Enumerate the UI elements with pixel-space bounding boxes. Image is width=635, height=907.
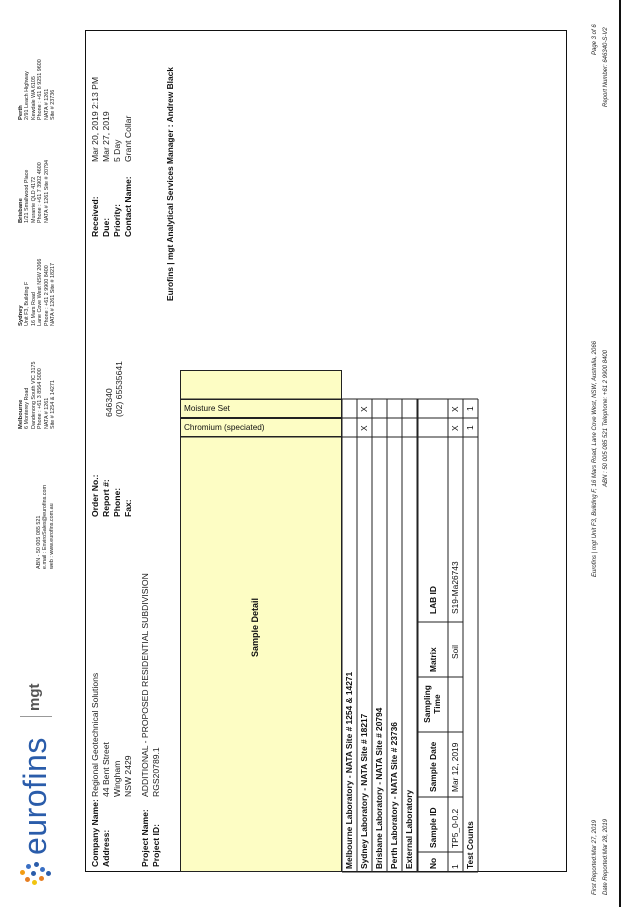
lab-line: Site # 1254 & 14271 <box>50 380 57 429</box>
lab-line: NATA # 1261 <box>43 397 50 429</box>
lab-name: Perth <box>18 105 24 120</box>
report-no-label: Report #: <box>101 479 111 517</box>
logo-divider <box>20 716 52 717</box>
phone-label: Phone: <box>112 487 122 517</box>
lab-row-label: External Laboratory <box>404 789 414 869</box>
cell-sample-id: TP5_0-0.2 <box>450 808 460 848</box>
lab-row-label: Sydney Laboratory - NATA Site # 18217 <box>359 713 369 869</box>
lab-line: NATA # 1261 <box>43 88 50 120</box>
fax-label: Fax: <box>123 499 133 517</box>
web-text: web : www.eurofins.com.au <box>48 503 55 569</box>
lab-brisbane <box>18 113 50 223</box>
lab-name: Brisbane <box>18 198 24 223</box>
phone-value: (02) 65535641 <box>114 361 124 417</box>
report-no-value: 646340 <box>104 388 114 417</box>
column-header-row <box>418 437 448 872</box>
analytical-manager: Eurofins | mgt Analytical Services Manager : Andrew Black <box>165 67 175 301</box>
test-counts-row <box>463 437 478 872</box>
page-number: Page 3 of 6 <box>592 24 598 55</box>
sample-detail-title: Sample Detail <box>250 597 260 657</box>
address-line-2: Wingham <box>112 760 122 797</box>
col-sample-id: Sample ID <box>428 807 438 848</box>
logo-wordmark: eurofins <box>17 737 53 855</box>
footer-address: Eurofins | mgt Unit F3, Building F, 16 Mars Road, Lane Cove West, NSW, Australia, 2066 <box>592 341 598 577</box>
lab-line: Phone : +61 3 8564 5000 <box>37 368 44 429</box>
lab-line: 6 Monterey Road <box>24 387 31 429</box>
company-contact <box>36 449 55 569</box>
lab-sydney <box>18 216 56 326</box>
lab-line: NATA # 1261 Site # 18217 <box>50 262 57 326</box>
company-label: Company Name: <box>90 799 100 867</box>
contact-label: Contact Name: <box>123 176 133 237</box>
lab-line: 1/21 Smallwood Place <box>24 169 31 223</box>
cell-lab-id: S19-Ma26743 <box>450 561 460 614</box>
lab-line: Kewdale WA 6105 <box>30 76 37 120</box>
email-text: e.mail : EnviroSales@eurofins.com <box>42 485 49 569</box>
cell-matrix: Soil <box>450 645 460 659</box>
sample-mark: X <box>450 406 460 412</box>
logo-mgt: mgt <box>26 683 43 711</box>
lab-row-label: Perth Laboratory - NATA Site # 23736 <box>389 722 399 869</box>
lab-line: Unit F3, Building F <box>24 281 31 326</box>
project-name-label: Project Name: <box>140 809 150 867</box>
lab-line: NATA # 1261 Site # 20794 <box>43 159 50 223</box>
lab-perth <box>18 20 56 120</box>
lab-line: Murarrie QLD 4172 <box>30 176 37 223</box>
lab-name: Sydney <box>18 305 24 326</box>
test-count-value: 1 <box>465 406 475 411</box>
sample-detail-header <box>180 370 342 872</box>
address-line-1: 44 Bent Street <box>101 742 111 797</box>
lab-row-label: Brisbane Laboratory - NATA Site # 20794 <box>374 707 384 869</box>
date-reported: Date Reported:Mar 28, 2019 <box>603 818 609 895</box>
footer-abn-phone: ABN : 50 005 085 521 Telephone: +61 2 9900 8400 <box>603 349 609 487</box>
analysis-label-moisture: Moisture Set <box>184 404 230 413</box>
lab-line: 2/91 Leach Highway <box>24 71 31 120</box>
cell-no: 1 <box>450 864 460 869</box>
lab-name: Melbourne <box>18 399 24 429</box>
abn-text: ABN - 50 005 085 521 <box>36 515 42 569</box>
lab-row-label: Melbourne Laboratory - NATA Site # 1254 & 14271 <box>344 671 354 869</box>
project-name-value: ADDITIONAL - PROPOSED RESIDENTIAL SUBDIVISION <box>140 573 150 797</box>
col-sampling-time: Sampling Time <box>422 685 443 723</box>
lab-line: 16 Mars Road <box>30 292 37 326</box>
lab-line: Phone : +61 2 9900 8400 <box>43 265 50 326</box>
priority-value: 5 Day <box>112 139 122 162</box>
project-id-label: Project ID: <box>151 824 161 867</box>
col-matrix: Matrix <box>428 647 438 672</box>
lab-line: Phone : +61 7 3902 4600 <box>37 162 44 223</box>
logo-dots-icon <box>20 859 50 885</box>
address-label: Address: <box>101 829 111 867</box>
report-number: Report Number: 646340-S-V2 <box>603 27 609 107</box>
address-line-3: NSW 2429 <box>123 755 133 797</box>
sample-mark: X <box>450 425 460 431</box>
company-value: Regional Geotechnical Solutions <box>90 672 100 797</box>
contact-value: Grant Collar <box>123 115 133 162</box>
col-sample-date: Sample Date <box>428 741 438 792</box>
due-value: Mar 27, 2019 <box>101 111 111 162</box>
test-count-value: 1 <box>465 425 475 430</box>
received-label: Received: <box>90 196 100 237</box>
first-reported: First Reported:Mar 27, 2019 <box>592 819 598 895</box>
lab-mark: X <box>359 406 369 412</box>
lab-mark: X <box>359 425 369 431</box>
col-no: No <box>428 857 438 869</box>
lab-line: Dandenong South VIC 3175 <box>30 361 37 429</box>
due-label: Due: <box>101 217 111 237</box>
cell-sample-date: Mar 12, 2019 <box>450 742 460 792</box>
lab-line: Phone : +61 8 9251 9600 <box>37 59 44 120</box>
eurofins-logo <box>12 683 60 885</box>
test-counts-label: Test Counts <box>465 821 475 869</box>
analysis-label-chromium: Chromium (speciated) <box>184 423 265 432</box>
lab-melbourne <box>18 319 56 429</box>
lab-line: Lane Cove West NSW 2066 <box>37 258 44 326</box>
received-value: Mar 20, 2019 2:13 PM <box>90 76 100 162</box>
project-id-value: RGS20789.1 <box>151 747 161 797</box>
order-no-label: Order No.: <box>90 474 100 517</box>
lab-line: Site # 23736 <box>50 89 57 120</box>
col-lab-id: LAB ID <box>428 586 438 614</box>
table-row <box>448 437 463 872</box>
priority-label: Priority: <box>112 204 122 237</box>
